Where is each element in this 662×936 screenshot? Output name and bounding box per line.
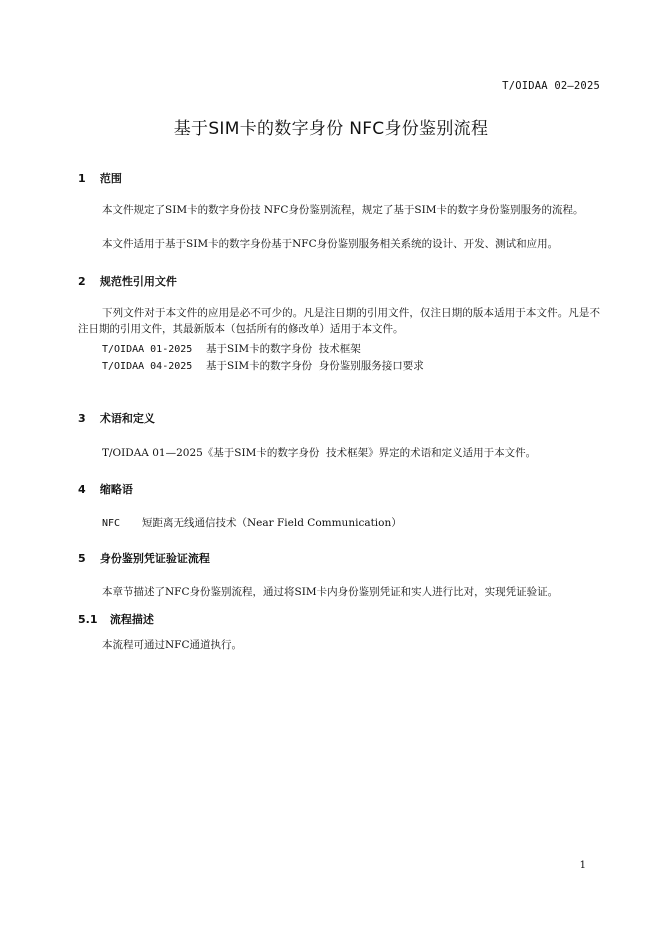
section-title: 身份鉴别凭证验证流程 <box>99 552 210 565</box>
section-number: 1 <box>78 172 86 185</box>
page-number: 1 <box>579 860 586 871</box>
section-3-heading <box>78 410 155 426</box>
reference-item <box>102 341 361 356</box>
abbreviation-term: NFC <box>102 518 121 529</box>
section-1-heading <box>78 170 122 186</box>
reference-title: 基于SIM卡的数字身份 身份鉴别服务接口要求 <box>206 360 424 372</box>
abbreviation-definition: 短距离无线通信技术（Near Field Communication） <box>142 517 402 529</box>
section-title: 范围 <box>99 172 122 185</box>
reference-code: T/OIDAA 04-2025 <box>102 361 193 372</box>
section-2-heading <box>78 273 177 289</box>
section-title: 流程描述 <box>109 613 154 626</box>
section-title: 规范性引用文件 <box>99 275 177 288</box>
section-3-paragraph-1: T/OIDAA 01—2025《基于SIM卡的数字身份 技术框架》界定的术语和定义适用于本文件。 <box>102 447 537 459</box>
section-2-paragraph-1: 下列文件对于本文件的应用是必不可少的。凡是注日期的引用文件，仅注日期的版本适用于本文件。凡是不注日期的引用文件，其最新版本（包括所有的修改单）适用于本文件。 <box>78 307 600 335</box>
section-number: 4 <box>78 483 86 496</box>
section-number: 5.1 <box>78 613 98 626</box>
reference-code: T/OIDAA 01-2025 <box>102 344 193 355</box>
section-5-heading <box>78 550 210 566</box>
document-code: T/OIDAA 02—2025 <box>502 80 600 92</box>
section-1-paragraph-2: 本文件适用于基于SIM卡的数字身份基于NFC身份鉴别服务相关系统的设计、开发、测试和应用。 <box>102 238 559 250</box>
abbreviation-item <box>102 515 402 530</box>
section-number: 3 <box>78 412 86 425</box>
section-5-paragraph-1: 本章节描述了NFC身份鉴别流程，通过将SIM卡内身份鉴别凭证和实人进行比对，实现凭证验证。 <box>102 586 559 598</box>
reference-title: 基于SIM卡的数字身份 技术框架 <box>206 343 361 355</box>
section-number: 2 <box>78 275 86 288</box>
section-number: 5 <box>78 552 86 565</box>
section-title: 缩略语 <box>99 483 133 496</box>
section-5-1-paragraph-1: 本流程可通过NFC通道执行。 <box>102 639 243 651</box>
section-title: 术语和定义 <box>99 412 155 425</box>
section-4-heading <box>78 481 133 497</box>
section-5-1-heading <box>78 611 154 627</box>
document-title: 基于SIM卡的数字身份 NFC身份鉴别流程 <box>173 119 489 139</box>
reference-item <box>102 358 424 373</box>
section-1-paragraph-1: 本文件规定了SIM卡的数字身份技 NFC身份鉴别流程，规定了基于SIM卡的数字身份鉴别服务的流程。 <box>102 204 584 216</box>
